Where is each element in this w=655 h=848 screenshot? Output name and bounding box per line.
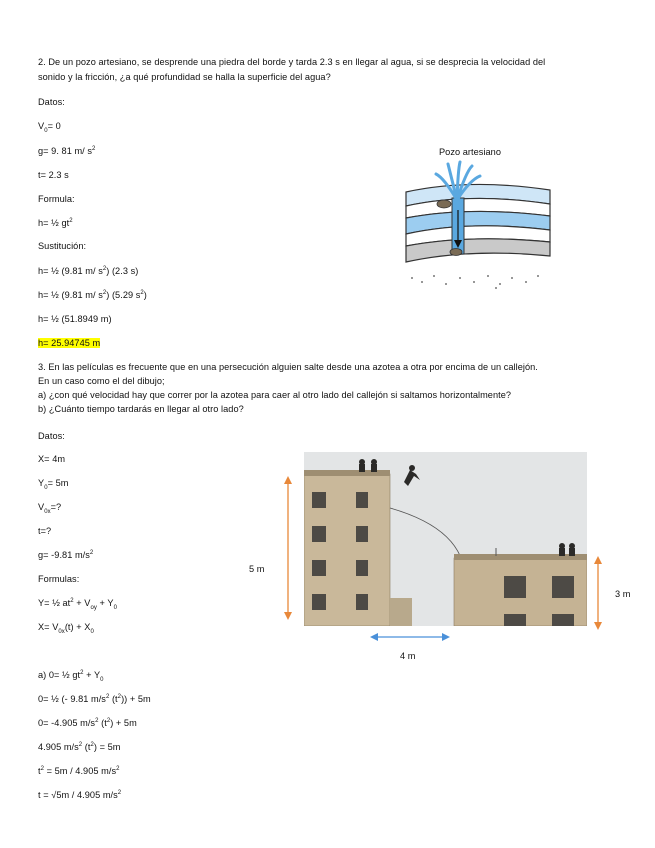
label-4m: 4 m: [400, 651, 416, 661]
artesian-well-figure: [400, 160, 558, 292]
p2-result: [38, 337, 100, 349]
p2-sust-heading: Sustitución:: [38, 241, 87, 251]
p2-formula: h= ½ $gt^2$: [38, 217, 73, 228]
p3-formula-x: $X= V_{0x}(t) + X_0$: [38, 622, 94, 635]
p2-step3: h= ½ (51.8949 m): [38, 314, 112, 324]
p2-t: t= 2.3 s: [38, 170, 69, 180]
p3-datos-heading: Datos:: [38, 431, 65, 441]
label-3m: 3 m: [615, 589, 631, 599]
label-5m: 5 m: [249, 564, 265, 574]
p3-x: X= 4m: [38, 454, 66, 464]
p3-g: g= -9.81 $m/s^2$: [38, 549, 94, 560]
height-3m-arrow: [590, 556, 606, 630]
p3-formula-y: Y= ½ $at^2 + V_{oy} + Y_0$: [38, 597, 117, 611]
p3-a-step2: 0= ½ (- 9.81 $m/s^2$ $(t^2)) + 5m$: [38, 693, 151, 704]
p3-statement-line1: 3. En las películas es frecuente que en una persecución alguien salte desde una azotea a otra por encima de un callejón.: [38, 362, 538, 372]
well-figure-title: Pozo artesiano: [439, 147, 501, 157]
p3-statement-line4: b) ¿Cuánto tiempo tardarás en llegar al otro lado?: [38, 404, 244, 414]
p3-v0x: $V_{0x}=$?: [38, 502, 62, 515]
p2-statement-line1: 2. De un pozo artesiano, se desprende una piedra del borde y tarda 2.3 s en llegar al agua, si se desprecia la velocidad del: [38, 57, 546, 67]
p2-g: g= 9. 81 m/ $s^2$: [38, 145, 96, 156]
p3-a-step1: a) 0= ½ $gt^2 + Y_0$: [38, 669, 104, 683]
p3-statement-line3: a) ¿con qué velocidad hay que correr por la azotea para caer al otro lado del callejón si saltamos horizontalmente?: [38, 390, 512, 400]
p2-v0: $V_0= 0$: [38, 121, 61, 134]
width-4m-arrow: [370, 630, 450, 644]
p3-a-step3: 0= -4.905 $m/s^2$ $(t^2) + 5m$: [38, 717, 137, 728]
p3-a-step4: 4.905 $m/s^2$ $(t^2) = 5m$: [38, 741, 121, 752]
rooftop-jump-photo: [304, 452, 587, 626]
p3-a-step5: $t^2 = 5m / 4.905$ $m/s^2$: [38, 765, 120, 776]
p2-formula-heading: Formula:: [38, 194, 75, 204]
p2-step2: h= ½ (9.81 m/ $s^2$) (5.29 $s^2$): [38, 289, 147, 300]
p3-y0: $Y_0= 5m$: [38, 478, 69, 491]
p2-result-highlight: h= 25.94745 m: [38, 338, 101, 348]
p2-statement-line2: sonido y la fricción, ¿a qué profundidad se halla la superficie del agua?: [38, 72, 331, 82]
p2-datos-heading: Datos:: [38, 97, 65, 107]
p3-t: t=?: [38, 526, 52, 536]
p2-step1: h= ½ (9.81 m/ $s^2$) (2.3 s): [38, 265, 139, 276]
p3-a-step6: t = √5m / 4.905 $m/s^2$: [38, 789, 122, 800]
p3-statement-line2: En un caso como el del dibujo;: [38, 376, 165, 386]
height-5m-arrow: [280, 476, 296, 620]
p3-formulas-heading: Formulas:: [38, 574, 80, 584]
